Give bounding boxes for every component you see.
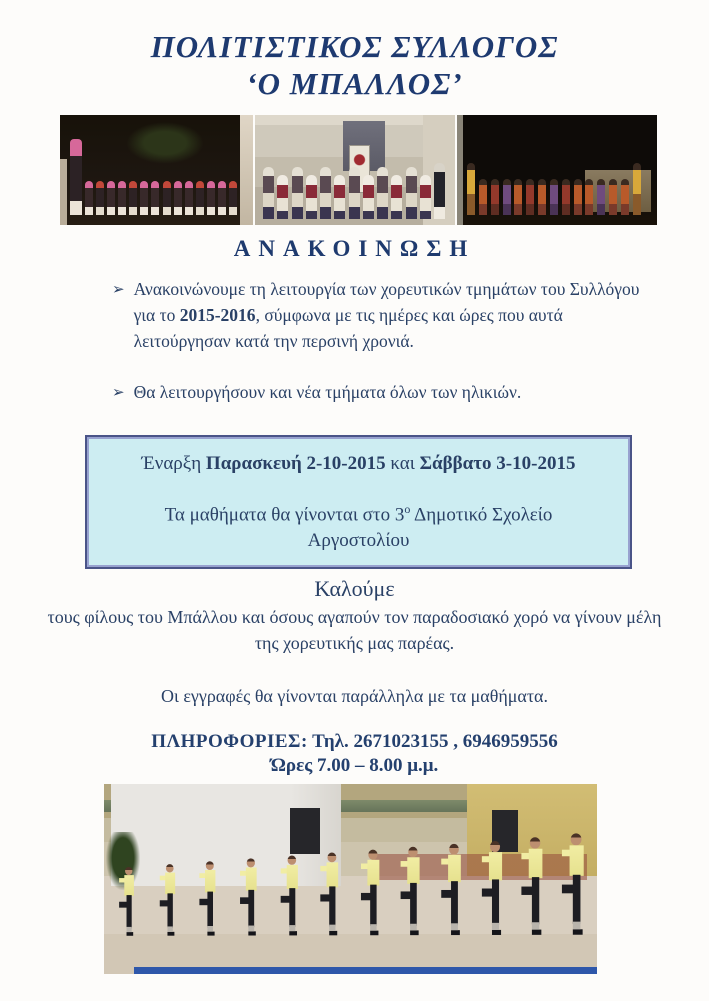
figure-silhouette <box>292 167 303 219</box>
figure-silhouette <box>562 179 570 215</box>
figure-silhouette <box>349 167 360 219</box>
figure-silhouette <box>491 179 499 215</box>
figure-silhouette <box>229 181 237 215</box>
figure-silhouette <box>218 181 226 215</box>
location-line <box>144 496 574 554</box>
info-label: ΠΛΗΡΟΦΟΡΙΕΣ: <box>151 731 308 753</box>
photo-rehearsal <box>104 784 597 974</box>
start-dates-box <box>85 435 632 569</box>
bullet1-post: , σύμφωνα με τις ημέρες και ώρες που αυτά λειτούργησαν κατά την περσινή χρονιά. <box>133 305 563 351</box>
figure-silhouette <box>377 167 388 219</box>
figure-silhouette <box>538 179 546 215</box>
dancer-figures-middle <box>263 163 445 219</box>
figure-silhouette <box>174 181 182 215</box>
dancer-line <box>116 830 587 938</box>
figure-silhouette <box>361 850 383 938</box>
bullet1-pre: Ανακοινώνουμε τη λειτουργία των χορευτικών τμημάτων του Συλλόγου για το <box>133 279 640 325</box>
figure-silhouette <box>119 867 137 938</box>
figure-silhouette <box>280 856 301 939</box>
figure-silhouette <box>118 181 126 215</box>
figure-silhouette <box>526 179 534 215</box>
figure-silhouette <box>306 175 317 219</box>
figure-silhouette <box>621 179 629 215</box>
figure-silhouette <box>574 179 582 215</box>
figure-silhouette <box>140 181 148 215</box>
info-phones: Τηλ. 2671023155 , 6946959556 <box>307 731 558 753</box>
figure-silhouette <box>263 167 274 219</box>
announcement-heading: ΑΝΑΚΟΙΝΩΣΗ <box>233 236 476 261</box>
invite-heading: Καλούμε <box>314 576 395 602</box>
info-line <box>0 731 709 753</box>
figure-silhouette <box>479 179 487 215</box>
figure-silhouette <box>320 853 341 938</box>
start-date-saturday: Σάββατο 3-10-2015 <box>419 453 576 474</box>
photo-dancers-night-circle <box>457 115 657 225</box>
figure-silhouette <box>522 838 547 939</box>
figure-silhouette <box>107 181 115 215</box>
start-pre: Έναρξη <box>141 453 206 474</box>
bullet1-bold-year: 2015-2016 <box>179 305 256 325</box>
start-date-friday: Παρασκευή 2-10-2015 <box>205 453 386 474</box>
figure-silhouette <box>151 181 159 215</box>
figure-silhouette <box>200 862 219 939</box>
figure-silhouette <box>240 859 260 939</box>
figure-silhouette <box>467 163 475 215</box>
bullet-list <box>112 276 659 405</box>
figure-silhouette <box>420 175 431 219</box>
bullet-item-new-sections <box>112 379 659 405</box>
title-line1: ΠΟΛΙΤΙΣΤΙΚΟΣ ΣΥΛΛΟΓΟΣ <box>150 29 559 64</box>
figure-silhouette <box>550 179 558 215</box>
figure-silhouette <box>609 179 617 215</box>
figure-silhouette <box>96 181 104 215</box>
figure-silhouette <box>320 167 331 219</box>
location-post: Δημοτικό Σχολείο Αργοστολίου <box>307 504 553 552</box>
figure-silhouette <box>482 841 506 938</box>
figure-silhouette <box>434 163 445 219</box>
dancer-figures-right <box>467 163 641 215</box>
figure-silhouette <box>401 847 424 938</box>
figure-silhouette <box>129 181 137 215</box>
ordinal-sup: ο <box>404 502 411 516</box>
arrow-bullet-icon: ➢ <box>112 383 125 401</box>
figure-silhouette <box>633 163 641 215</box>
photo-dancers-night-pink <box>60 115 253 225</box>
arrow-bullet-icon: ➢ <box>112 280 125 298</box>
photo-group-daylight <box>255 115 455 225</box>
figure-silhouette <box>163 181 171 215</box>
figure-silhouette <box>159 864 177 938</box>
figure-silhouette <box>441 844 465 938</box>
start-mid: και <box>385 453 420 474</box>
figure-silhouette <box>185 181 193 215</box>
registration-note: Οι εγγραφές θα γίνονται παράλληλα με τα μαθήματα. <box>161 686 548 707</box>
invite-body: τους φίλους του Μπάλλου και όσους αγαπούν τον παραδοσιακό χορό να γίνουν μέλη της χορευτικής μας παρέας. <box>47 607 662 654</box>
figure-silhouette <box>363 175 374 219</box>
bullet-item-departments <box>112 276 659 354</box>
photo-strip <box>60 115 655 225</box>
figure-silhouette <box>514 179 522 215</box>
title-line2: ‘Ο ΜΠΑΛΛΟΣ’ <box>246 66 463 101</box>
start-dates-line <box>113 452 604 476</box>
poster-title <box>0 0 709 102</box>
figure-silhouette <box>334 175 345 219</box>
info-hours: Ώρες 7.00 – 8.00 μ.μ. <box>270 755 439 777</box>
figure-silhouette <box>277 175 288 219</box>
figure-silhouette <box>562 834 588 939</box>
bullet-text-departments <box>134 276 659 354</box>
figure-silhouette <box>391 175 402 219</box>
dancer-figures-left <box>70 139 237 215</box>
figure-silhouette <box>597 179 605 215</box>
figure-silhouette <box>585 179 593 215</box>
figure-silhouette <box>70 139 82 215</box>
figure-silhouette <box>196 181 204 215</box>
figure-silhouette <box>207 181 215 215</box>
bullet-text-new-sections <box>134 379 522 405</box>
figure-silhouette <box>406 167 417 219</box>
figure-silhouette <box>85 181 93 215</box>
bullet2-pre: Θα λειτουργήσουν και νέα τμήματα όλων των ηλικιών. <box>133 382 522 402</box>
figure-silhouette <box>503 179 511 215</box>
location-pre: Τα μαθήματα θα γίνονται στο 3 <box>164 504 405 526</box>
